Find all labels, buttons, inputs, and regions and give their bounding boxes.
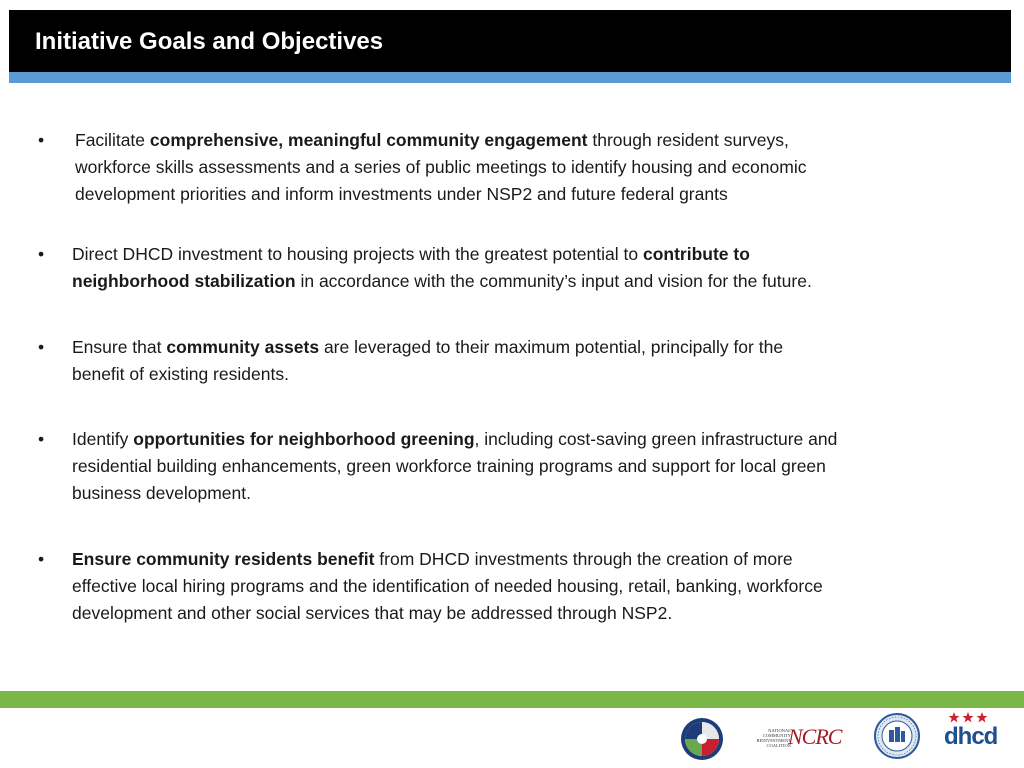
emphasis: Ensure community residents benefit bbox=[72, 549, 375, 569]
bullet-marker: • bbox=[38, 244, 45, 264]
text: Facilitate bbox=[75, 130, 150, 150]
text: Direct DHCD investment to housing projects with the greatest potential to bbox=[72, 244, 643, 264]
text: residential building enhancements, green workforce training programs and support for local green bbox=[72, 456, 826, 476]
bullet-item-2 bbox=[38, 241, 812, 295]
dhcd-logo: dhcd bbox=[944, 723, 998, 750]
bullet-marker: • bbox=[38, 549, 45, 569]
text: business development. bbox=[72, 483, 251, 503]
footer-logos bbox=[0, 708, 1024, 768]
bullet-item-3 bbox=[38, 334, 784, 388]
text: Ensure that bbox=[72, 337, 167, 357]
emphasis: community assets bbox=[166, 337, 320, 357]
hud-seal-icon bbox=[874, 713, 920, 759]
emphasis: neighborhood stabilization bbox=[72, 271, 296, 291]
emphasis: contribute to bbox=[642, 244, 750, 264]
text: in accordance with the community’s input and vision for the future. bbox=[295, 271, 812, 291]
ncrc-small-text: NATIONAL COMMUNITY REINVESTMENT COALITION bbox=[756, 728, 791, 748]
bullet-marker: • bbox=[38, 337, 45, 357]
text: benefit of existing residents. bbox=[72, 364, 289, 384]
emphasis: comprehensive, meaningful community engagement bbox=[149, 130, 588, 150]
bullet-marker: • bbox=[38, 130, 45, 150]
emphasis: opportunities for neighborhood greening bbox=[133, 429, 475, 449]
text: , including cost-saving green infrastructure and bbox=[474, 429, 838, 449]
text: through resident surveys, bbox=[587, 130, 789, 150]
page-title: Initiative Goals and Objectives bbox=[35, 28, 384, 55]
recovery-seal-icon bbox=[680, 717, 724, 761]
bullet-item-5 bbox=[38, 546, 823, 627]
text: are leveraged to their maximum potential, principally for the bbox=[319, 337, 784, 357]
text: workforce skills assessments and a series of public meetings to identify housing and economic bbox=[75, 157, 807, 177]
text: development priorities and inform investments under NSP2 and future federal grants bbox=[75, 184, 728, 204]
text: development and other social services that may be addressed through NSP2. bbox=[72, 603, 673, 623]
footer-green-rule bbox=[0, 691, 1024, 708]
text: effective local hiring programs and the identification of needed housing, retail, banking, workforce bbox=[72, 576, 823, 596]
bullet-item-1 bbox=[38, 127, 807, 208]
ncrc-logo: NCRC bbox=[788, 724, 842, 749]
text: from DHCD investments through the creation of more bbox=[374, 549, 793, 569]
bullet-marker: • bbox=[38, 429, 45, 449]
text: Identify bbox=[72, 429, 134, 449]
bullet-item-4 bbox=[38, 426, 838, 507]
